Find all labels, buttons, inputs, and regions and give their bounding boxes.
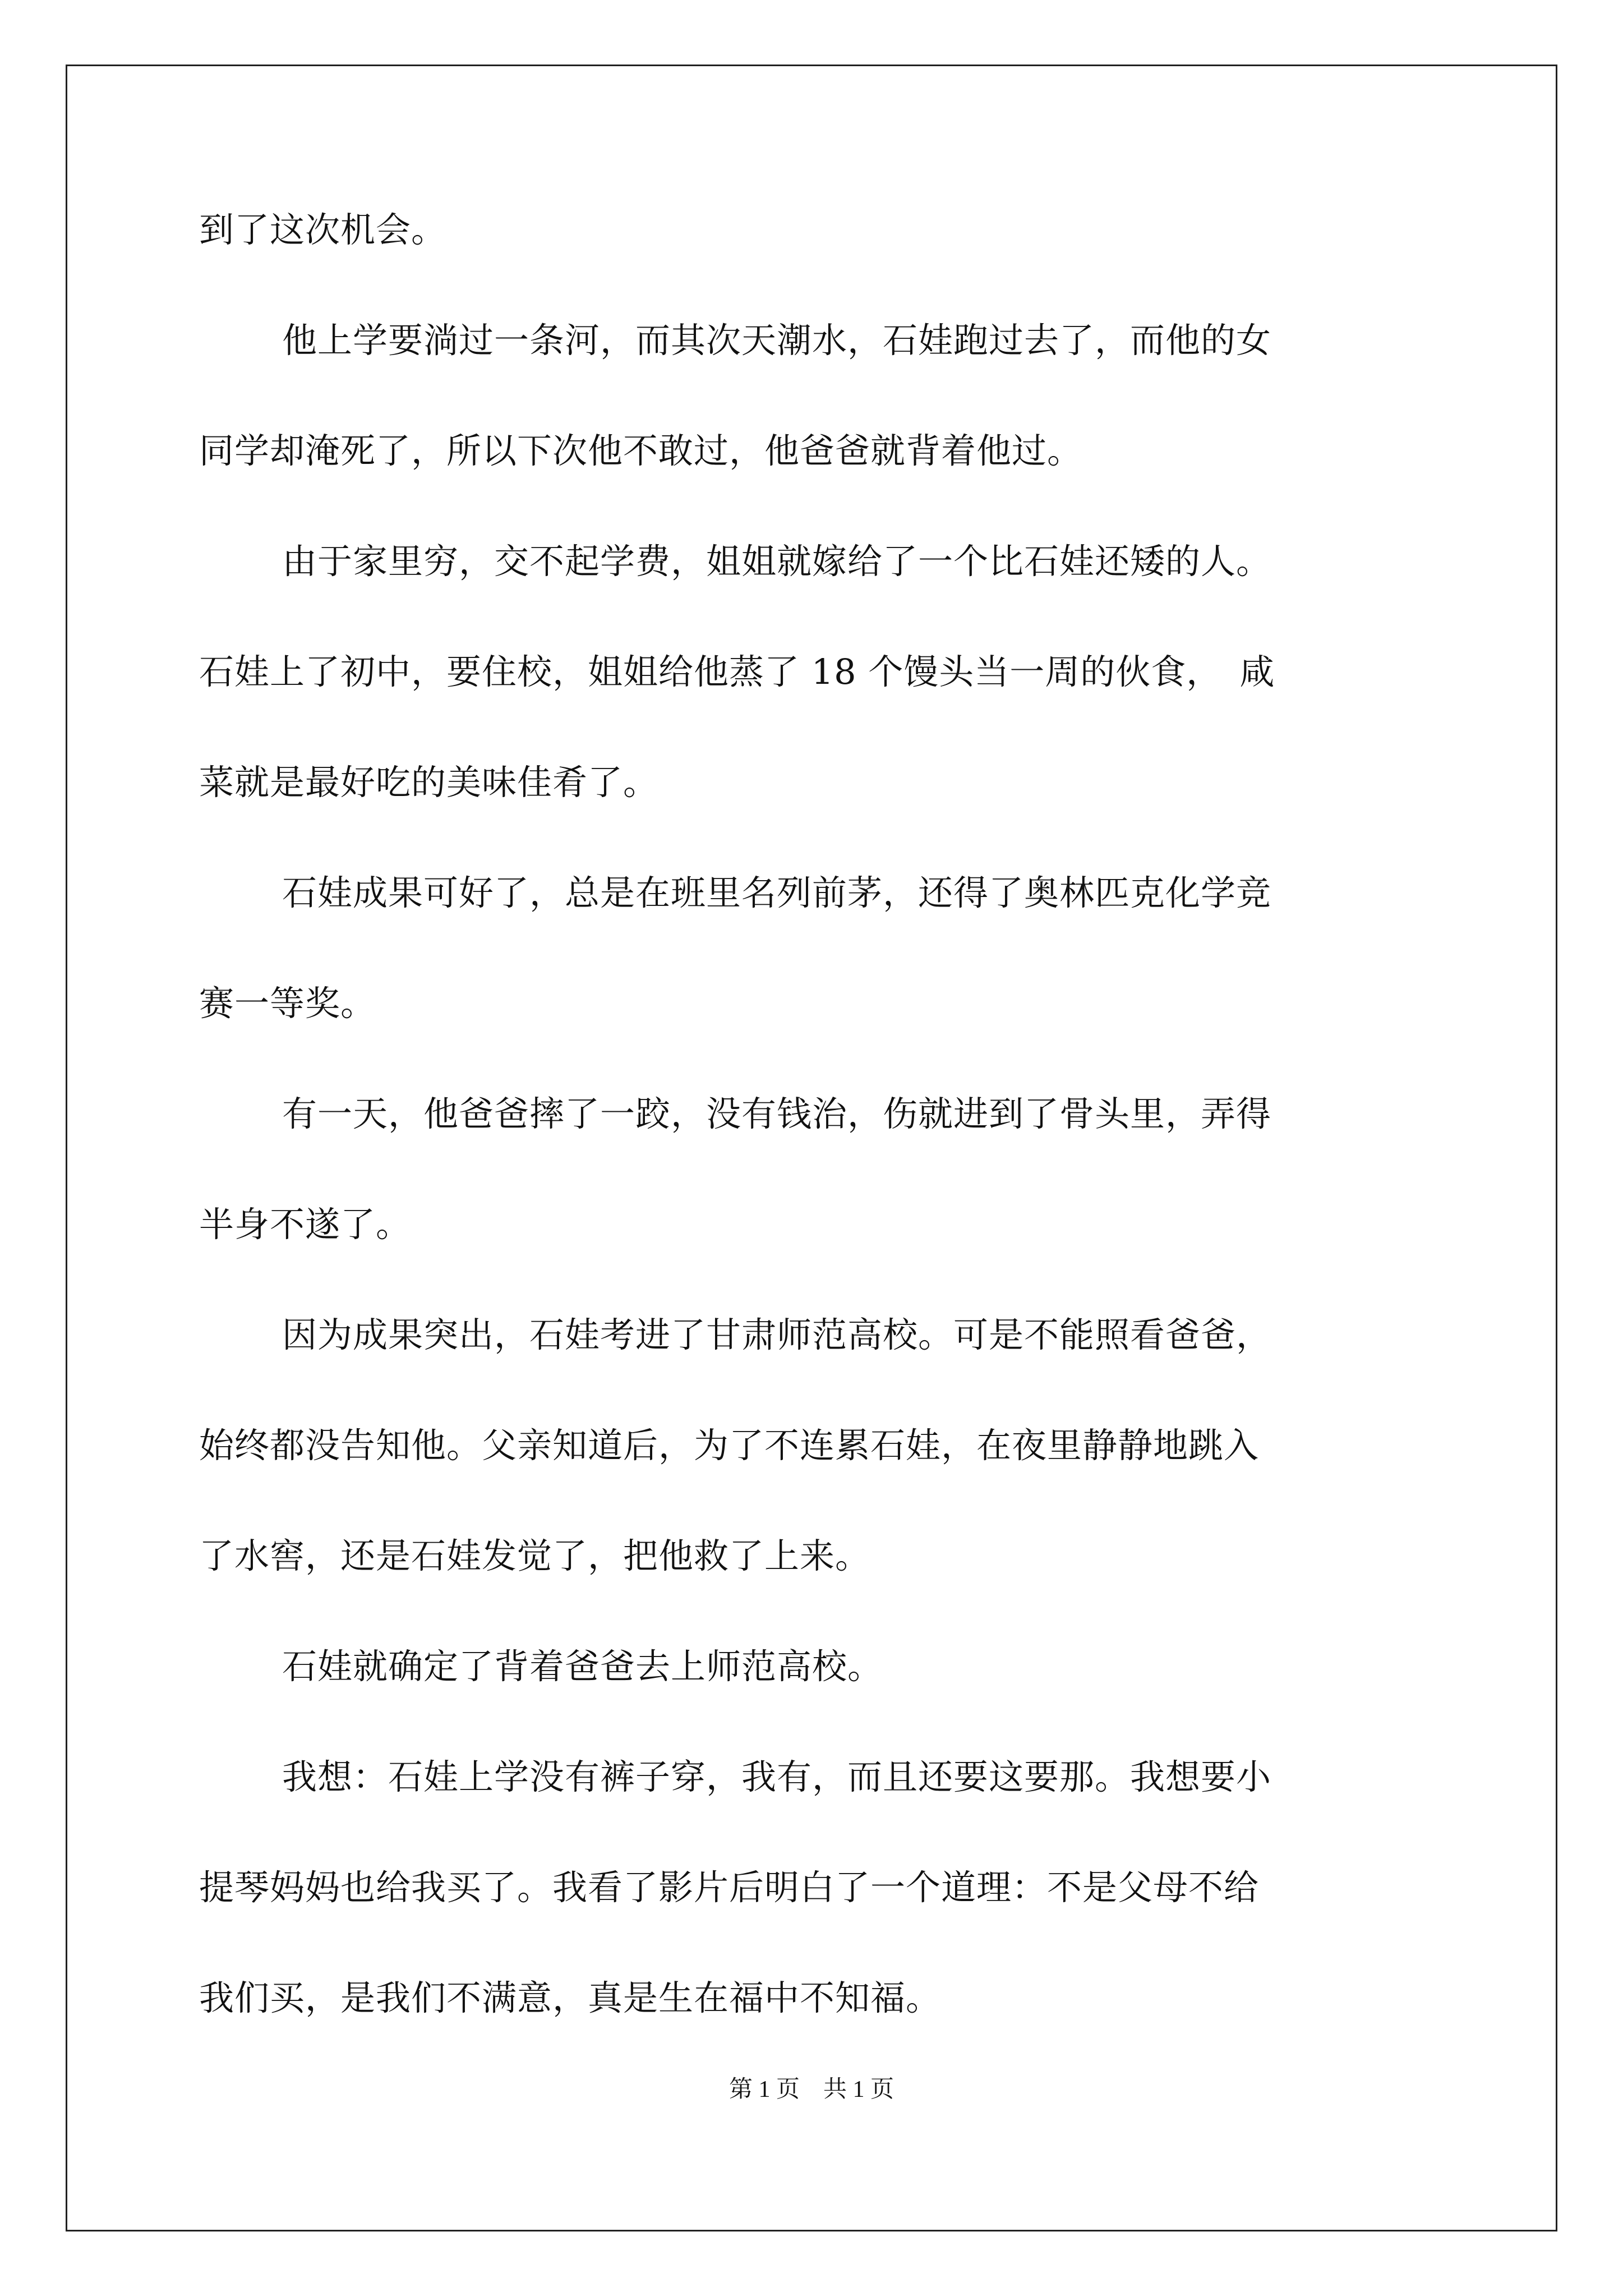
page-number-footer: 第 1 页 共 1 页	[728, 2077, 894, 2102]
text-line: 同学却淹死了，所以下次他不敢过，他爸爸就背着他过。	[199, 430, 1083, 471]
text-line: 到了这次机会。	[199, 209, 447, 250]
text-line: 有一天，他爸爸摔了一跤，没有钱治，伤就进到了骨头里，弄得	[282, 1093, 1272, 1134]
text-line: 石娃就确定了背着爸爸去上师范高校。	[282, 1646, 883, 1687]
text-line: 我们买，是我们不满意，真是生在福中不知福。	[199, 1977, 942, 2018]
text-line: 半身不遂了。	[199, 1204, 412, 1245]
text-line: 石娃上了初中，要住校，姐姐给他蒸了 18 个馒头当一周的伙食， 咸	[199, 651, 1275, 692]
text-line: 菜就是最好吃的美味佳肴了。	[199, 762, 659, 803]
text-line: 石娃成果可好了，总是在班里名列前茅，还得了奥林匹克化学竞	[282, 872, 1272, 913]
text-line: 我想：石娃上学没有裤子穿，我有，而且还要这要那。我想要小	[282, 1756, 1272, 1797]
text-line: 他上学要淌过一条河，而其次天潮水，石娃跑过去了，而他的女	[282, 320, 1272, 361]
text-line: 赛一等奖。	[199, 983, 376, 1024]
document-body	[199, 208, 1433, 2086]
text-line: 因为成果突出，石娃考进了甘肃师范高校。可是不能照看爸爸，	[282, 1314, 1272, 1355]
text-line: 提琴妈妈也给我买了。我看了影片后明白了一个道理：不是父母不给	[199, 1867, 1260, 1908]
text-line: 了水窖，还是石娃发觉了，把他救了上来。	[199, 1535, 871, 1576]
text-line: 始终都没告知他。父亲知道后，为了不连累石娃，在夜里静静地跳入	[199, 1425, 1260, 1466]
text-line: 由于家里穷，交不起学费，姐姐就嫁给了一个比石娃还矮的人。	[282, 541, 1272, 582]
